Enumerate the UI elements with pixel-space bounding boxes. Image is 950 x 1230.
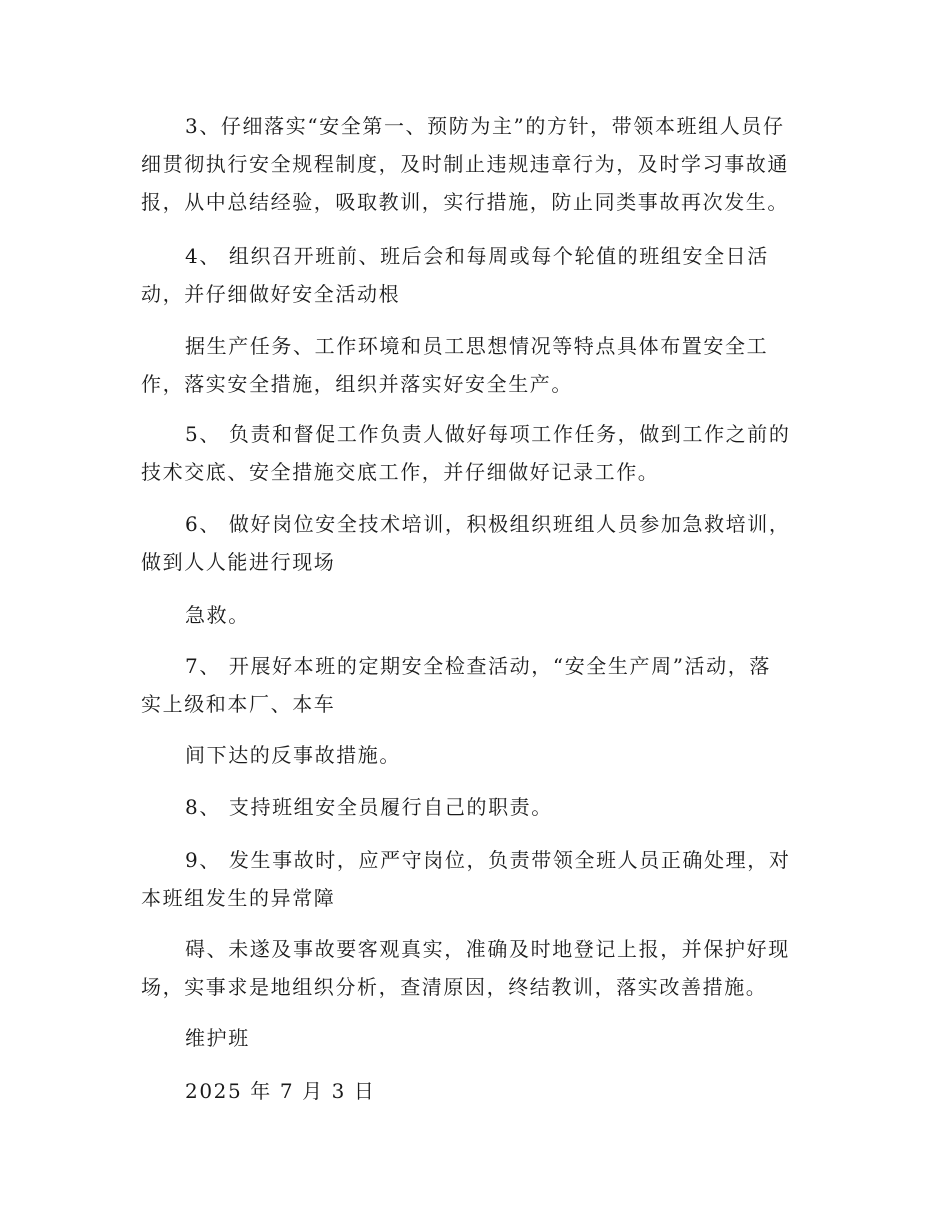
text-line: 4、 组织召开班前、班后会和每周或每个轮值的班组安全日活 [185,244,769,268]
paragraph-item-9 [141,841,821,917]
paragraph-item-7 [141,647,821,723]
text-line: 实上级和本厂、本车 [141,692,336,716]
paragraph-item-4-continued [141,327,821,403]
text-line: 碍、未遂及事故要客观真实，准确及时地登记上报，并保护好现 [185,937,790,961]
text-line: 间下达的反事故措施。 [185,743,401,767]
text-line: 7、 开展好本班的定期安全检查活动，“安全生产周”活动，落 [185,654,771,678]
text-line: 6、 做好岗位安全技术培训，积极组织班组人员参加急救培训， [185,512,791,536]
paragraph-item-7-continued [141,736,821,774]
text-line: 3、仔细落实“安全第一、预防为主”的方针，带领本班组人员仔 [185,114,785,138]
text-line: 作，落实安全措施，组织并落实好安全生产。 [141,372,573,396]
text-line: 场，实事求是地组织分析，查清原因，终结教训，落实改善措施。 [141,975,768,999]
text-line: 细贯彻执行安全规程制度，及时制止违规违章行为，及时学习事故通 [141,152,789,176]
text-line: 报，从中总结经验，吸取教训，实行措施，防止同类事故再次发生。 [141,190,789,214]
paragraph-item-5 [141,415,821,491]
paragraph-item-9-continued [141,930,821,1006]
text-line: 2025 年 7 月 3 日 [185,1079,376,1103]
text-line: 5、 负责和督促工作负责人做好每项工作任务，做到工作之前的 [185,422,791,446]
signature-team [141,1019,821,1057]
paragraph-item-6 [141,505,821,581]
text-line: 动，并仔细做好安全活动根 [141,282,401,306]
paragraph-item-8 [141,788,821,826]
text-line: 做到人人能进行现场 [141,550,336,574]
text-line: 据生产任务、工作环境和员工思想情况等特点具体布置安全工 [185,334,769,358]
text-line: 急救。 [185,603,250,627]
paragraph-item-6-continued [141,596,821,634]
paragraph-item-3 [141,107,821,221]
text-line: 9、 发生事故时，应严守岗位，负责带领全班人员正确处理，对 [185,848,791,872]
text-line: 本班组发生的异常障 [141,886,336,910]
text-line: 8、 支持班组安全员履行自己的职责。 [185,795,553,819]
signature-date [141,1072,821,1110]
paragraph-item-4 [141,237,821,313]
text-line: 维护班 [185,1026,250,1050]
text-line: 技术交底、安全措施交底工作，并仔细做好记录工作。 [141,460,660,484]
